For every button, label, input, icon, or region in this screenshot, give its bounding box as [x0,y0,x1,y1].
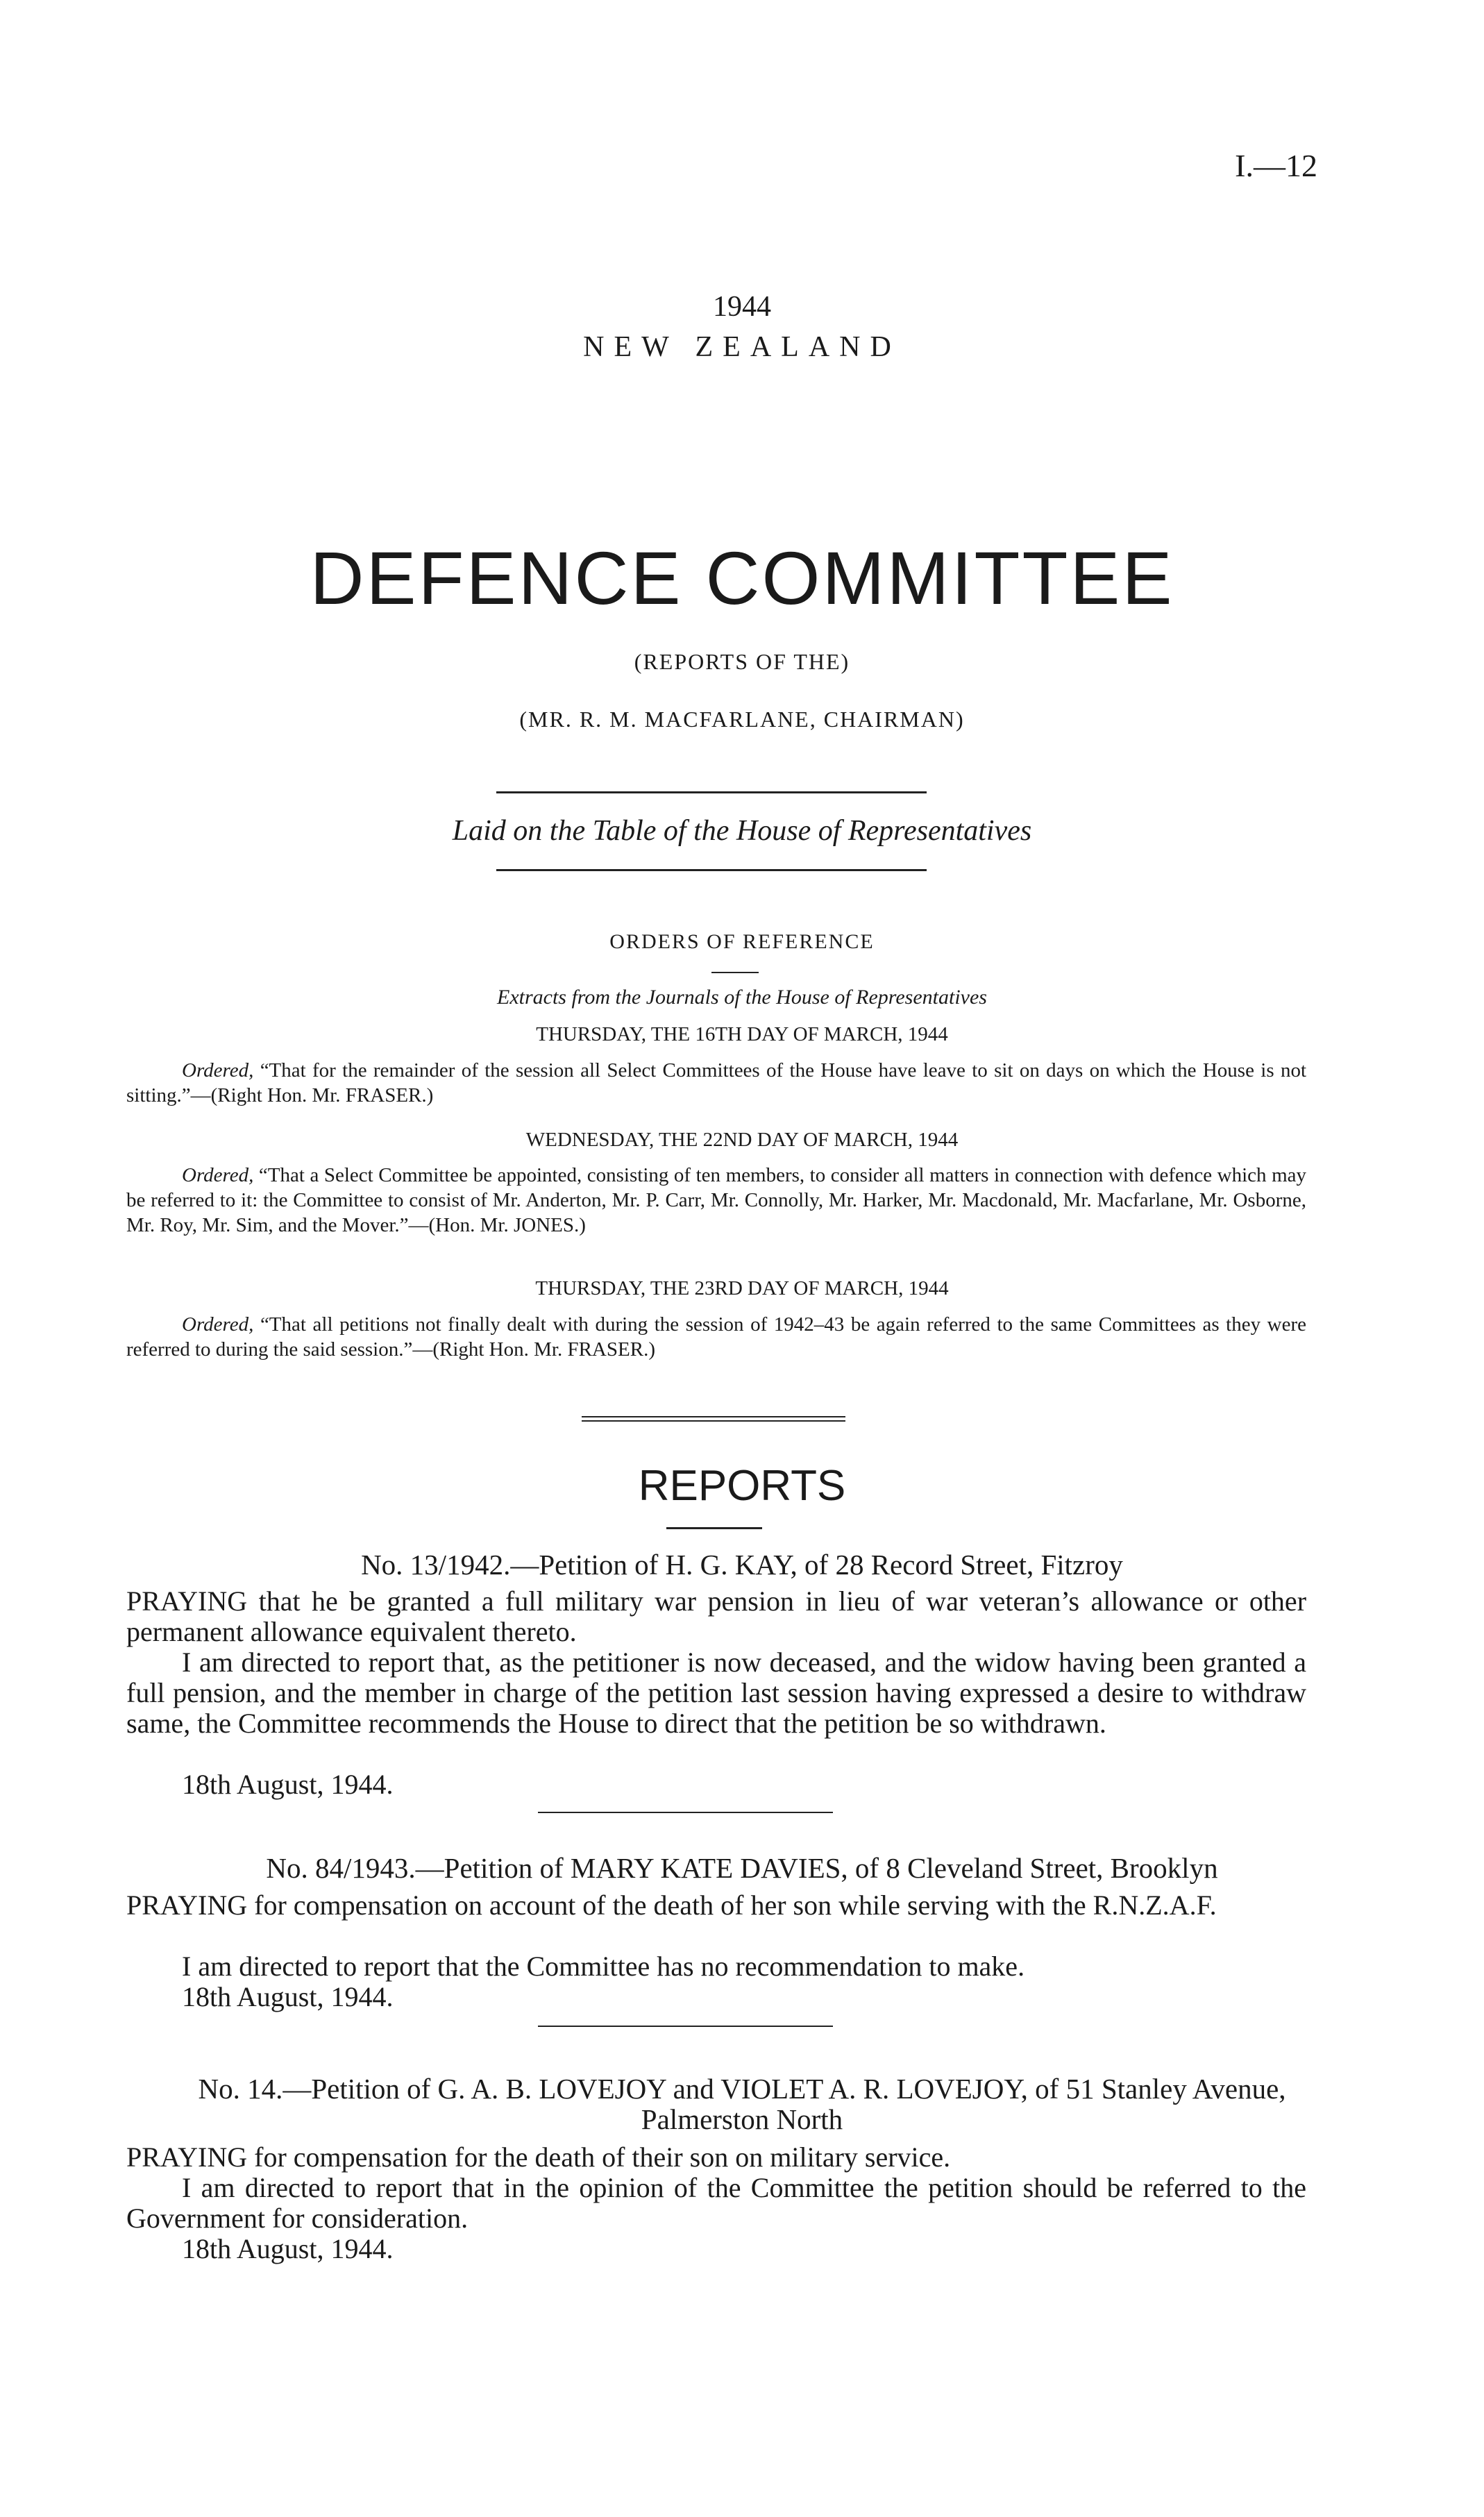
report-body-3: I am directed to report that in the opinion of the Committee the petition should be referred to the Government for consideration. [126,2172,1306,2234]
praying-text: that he be granted a full military war pension in lieu of war veteran’s allowance or other permanent allowance equivalent thereto. [126,1585,1307,1647]
report-title-1: No. 13/1942.—Petition of H. G. KAY, of 28 Record Street, Fitzroy [361,1549,1123,1581]
order-entry-1 [126,1058,1306,1108]
report-praying-1 [126,1586,1306,1647]
divider [582,1420,845,1422]
orders-heading: ORDERS OF REFERENCE [609,930,875,953]
praying-word: PRAYING [126,1889,248,1921]
report-body-2: I am directed to report that the Committee has no recommendation to make. [182,1951,1025,1982]
laid-on-table: Laid on the Table of the House of Representatives [452,815,1032,847]
year: 1944 [713,291,771,323]
report-date-3: 18th August, 1944. [182,2233,394,2264]
praying-text: for compensation on account of the death of her son while serving with the R.N.Z.A.F. [254,1889,1217,1921]
report-title-3-line2: Palmerston North [641,2103,843,2135]
extracts-line: Extracts from the Journals of the House of Representatives [497,986,987,1009]
country: NEW ZEALAND [583,331,901,363]
page-reference: I.—12 [1235,148,1317,183]
report-body-1: I am directed to report that, as the petitioner is now deceased, and the widow having been granted a full pension, and the member in charge of the petition last session having expressed a desire to withdraw same, the Committee recommends the House to direct that the petition be so withdrawn. [126,1647,1306,1739]
divider [538,2026,833,2027]
ordered-label: Ordered, [182,1059,254,1081]
order-entry-3 [126,1312,1306,1362]
order-text: “That a Select Committee be appointed, consisting of ten members, to consider all matters in connection with defence which may be referred to it: the Committee to consist of Mr. Anderton, Mr. P. Carr, Mr. Connolly, Mr. Harker, Mr. Macdonald, Mr. Macfarlane, Mr. Osborne, Mr. Roy, Mr. Sim, and the Mover.”—(Hon. Mr. JONES.) [126,1164,1306,1236]
divider [496,869,927,871]
order-date-2: WEDNESDAY, THE 22ND DAY OF MARCH, 1944 [525,1129,959,1151]
order-date-3: THURSDAY, THE 23RD DAY OF MARCH, 1944 [535,1277,949,1299]
report-praying-2 [126,1890,1306,1921]
chairman-line: (MR. R. M. MACFARLANE, CHAIRMAN) [519,707,965,732]
document-title: DEFENCE COMMITTEE [310,536,1174,620]
subtitle: (REPORTS OF THE) [634,649,850,674]
divider [582,1416,845,1417]
order-text: “That for the remainder of the session all Select Committees of the House have leave to sit on days on which the House is not sitting.”—(Right Hon. Mr. FRASER.) [126,1059,1306,1106]
report-date-2: 18th August, 1944. [182,1981,394,2012]
order-date-1: THURSDAY, THE 16TH DAY OF MARCH, 1944 [536,1023,948,1045]
report-date-1: 18th August, 1944. [182,1769,394,1800]
divider [538,1812,833,1813]
divider [711,972,759,973]
praying-text: for compensation for the death of their son on military service. [254,2141,951,2173]
praying-word: PRAYING [126,1585,248,1617]
praying-word: PRAYING [126,2141,248,2173]
ordered-label: Ordered, [182,1313,254,1336]
report-title-2: No. 84/1943.—Petition of MARY KATE DAVIES, of 8 Cleveland Street, Brooklyn [266,1852,1218,1884]
report-title-3: No. 14.—Petition of G. A. B. LOVEJOY and VIOLET A. R. LOVEJOY, of 51 Stanley Avenue, [198,2073,1286,2105]
divider [666,1527,762,1529]
reports-heading: REPORTS [638,1462,846,1510]
order-entry-2 [126,1163,1306,1238]
ordered-label: Ordered, [182,1164,254,1186]
order-text: “That all petitions not finally dealt with during the session of 1942–43 be again referred to the same Committees as they were referred to during the said session.”—(Right Hon. Mr. FRASER.) [126,1313,1307,1361]
report-praying-3 [126,2142,1306,2173]
divider [496,791,927,793]
